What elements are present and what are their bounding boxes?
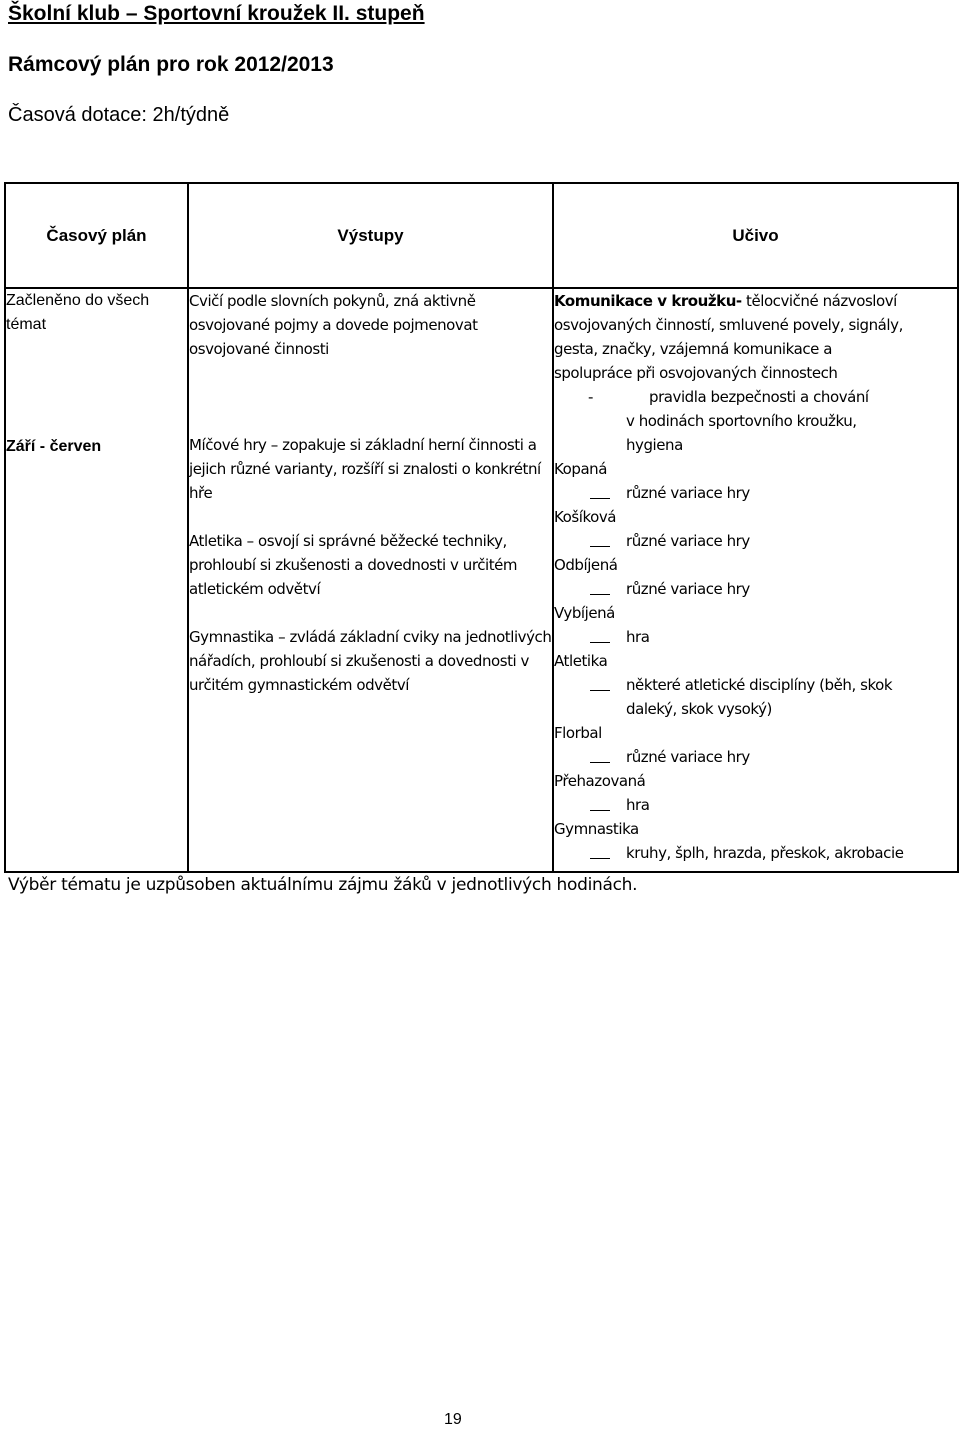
curriculum-item-detail-text: různé variace hry [626,580,750,598]
page-number: 19 [444,1411,462,1428]
dash-bullet-icon [590,762,610,763]
curriculum-item-name: Atletika [554,652,608,670]
curriculum-item-name: Gymnastika [554,820,639,838]
table-row [5,288,958,872]
curriculum-intro-line: gesta, značky, vzájemná komunikace a [554,340,832,358]
column-header-curriculum: Učivo [553,183,958,288]
outcome-item: Atletika – osvojí si správné běžecké techniky, prohloubí si zkušenosti a dovednosti v určitém atletickém odvětví [189,532,518,598]
curriculum-item-detail [554,793,957,817]
curriculum-intro-bold: Komunikace v kroužku- [554,292,742,310]
curriculum-cell [553,288,958,872]
curriculum-item-detail [554,529,957,553]
curriculum-item-name: Košíková [554,508,617,526]
curriculum-item-detail [554,481,957,505]
rules-line: hygiena [626,436,683,454]
curriculum-item-detail-text: různé variace hry [626,484,750,502]
rules-line: v hodinách sportovního kroužku, [626,412,857,430]
outcomes-cell [188,288,553,872]
schedule-months: Září - červen [6,438,102,455]
rules-dash: - [588,388,593,406]
time-allocation: Časová dotace: 2h/týdně [8,104,230,126]
column-header-schedule: Časový plán [5,183,188,288]
curriculum-item-name: Odbíjená [554,556,618,574]
curriculum-intro-line: spolupráce při osvojovaných činnostech [554,364,838,382]
curriculum-item-detail [554,625,957,649]
curriculum-item-name: Florbal [554,724,602,742]
footer-note: Výběr tématu je uzpůsoben aktuálnímu zájmu žáků v jednotlivých hodinách. [8,875,638,895]
dash-bullet-icon [590,594,610,595]
table-header-row [5,183,958,288]
curriculum-item-detail-text: některé atletické disciplíny (běh, skok [626,676,893,694]
dash-bullet-icon [590,642,610,643]
rules-text: pravidla bezpečnosti a chování [649,388,869,406]
curriculum-item-detail-text: hra [626,796,650,814]
dash-bullet-icon [590,498,610,499]
curriculum-item-detail [554,673,957,697]
schedule-scope: Začleněno do všech témat [6,292,150,333]
curriculum-item-detail-text: hra [626,628,650,646]
curriculum-item-detail [554,745,957,769]
curriculum-item-detail-text: kruhy, šplh, hrazda, přeskok, akrobacie [626,844,904,862]
curriculum-item-detail-text: různé variace hry [626,532,750,550]
rules-line [554,385,957,409]
outcome-item: Cvičí podle slovních pokynů, zná aktivně osvojované pojmy a dovede pojmenovat osvojované činnosti [189,292,478,358]
outcome-item: Míčové hry – zopakuje si základní herní činnosti a jejich různé varianty, rozšíří si znalosti o konkrétní hře [189,436,541,502]
curriculum-item-detail-text: daleký, skok vysoký) [626,700,772,718]
curriculum-item-name: Kopaná [554,460,607,478]
schedule-cell [5,288,188,872]
dash-bullet-icon [590,858,610,859]
dash-bullet-icon [590,690,610,691]
curriculum-item-detail-text: různé variace hry [626,748,750,766]
dash-bullet-icon [590,810,610,811]
curriculum-intro-line [554,289,957,313]
plan-table [4,182,959,873]
curriculum-intro-text: tělocvičné názvosloví [741,292,897,310]
curriculum-item-detail [554,841,957,865]
curriculum-intro-line: osvojovaných činností, smluvené povely, signály, [554,316,903,334]
curriculum-item-name: Vybíjená [554,604,615,622]
curriculum-item-name: Přehazovaná [554,772,646,790]
outcome-item: Gymnastika – zvládá základní cviky na jednotlivých nářadích, prohloubí si zkušenosti a dovednosti v určitém gymnastickém odvětví [189,628,552,694]
document-title: Školní klub – Sportovní kroužek II. stupeň [8,2,425,25]
plan-title: Rámcový plán pro rok 2012/2013 [8,53,334,76]
column-header-outcomes: Výstupy [188,183,553,288]
curriculum-item-detail [554,577,957,601]
dash-bullet-icon [590,546,610,547]
curriculum-items [554,457,957,865]
